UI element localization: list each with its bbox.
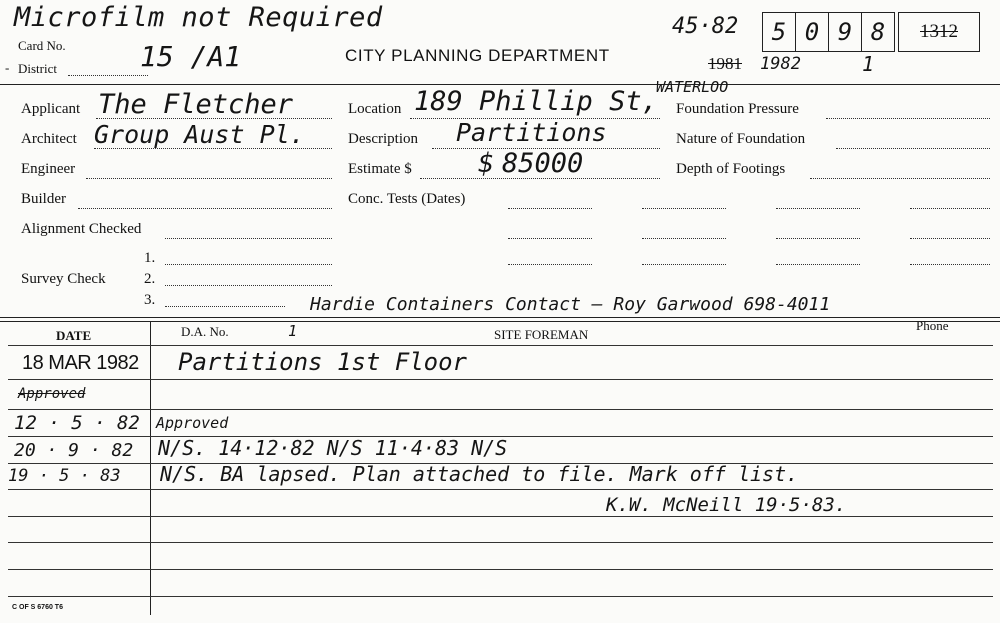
contact-note: Hardie Containers Contact – Roy Garwood 698-4011 bbox=[310, 294, 831, 315]
da-no-header: D.A. No. bbox=[181, 324, 229, 339]
ref-box-5: 1312 bbox=[898, 12, 980, 52]
card-no-value: 15 /A1 bbox=[140, 40, 242, 73]
conc-line-2b bbox=[642, 238, 726, 239]
nature-foundation-label: Nature of Foundation bbox=[676, 131, 806, 147]
district-line bbox=[68, 75, 148, 76]
survey-num-1: 1. bbox=[144, 250, 156, 266]
conc-line-1d bbox=[910, 208, 990, 209]
entry-text: N/S. 14·12·82 N/S 11·4·83 N/S bbox=[158, 436, 508, 460]
engineer-line bbox=[86, 178, 332, 179]
applicant-value: The Fletcher bbox=[98, 89, 294, 120]
conc-tests-label: Conc. Tests (Dates) bbox=[348, 191, 466, 207]
conc-line-3b bbox=[642, 264, 726, 265]
survey-num-2: 2. bbox=[144, 271, 156, 287]
ref-box-2: 0 bbox=[795, 12, 829, 52]
builder-label: Builder bbox=[21, 191, 66, 207]
foundation-pressure-line bbox=[826, 118, 990, 119]
department-title: CITY PLANNING DEPARTMENT bbox=[345, 46, 610, 65]
file-reference: 45·82 bbox=[672, 14, 739, 39]
depth-footings-line bbox=[810, 178, 990, 179]
engineer-label: Engineer bbox=[21, 161, 76, 177]
estimate-dollar: $ bbox=[478, 148, 495, 179]
description-label: Description bbox=[348, 131, 418, 147]
table-row-line bbox=[8, 516, 993, 517]
architect-label: Architect bbox=[21, 131, 77, 147]
table-top-divider bbox=[0, 317, 1000, 318]
top-divider bbox=[0, 84, 1000, 85]
conc-line-1c bbox=[776, 208, 860, 209]
builder-line bbox=[78, 208, 332, 209]
survey-line-3 bbox=[165, 306, 285, 307]
entry-date: Approved bbox=[18, 386, 86, 402]
microfilm-note: Microfilm not Required bbox=[14, 2, 383, 33]
table-row-line bbox=[8, 569, 993, 570]
entry-signature: K.W. McNeill 19·5·83. bbox=[606, 494, 847, 516]
foundation-pressure-label: Foundation Pressure bbox=[676, 101, 799, 117]
depth-footings-label: Depth of Footings bbox=[676, 161, 786, 177]
location-suburb: WATERLOO bbox=[656, 78, 729, 96]
entry-date: 20 · 9 · 82 bbox=[14, 440, 134, 461]
conc-line-3a bbox=[508, 264, 592, 265]
conc-line-2d bbox=[910, 238, 990, 239]
card-sequence: 1 bbox=[862, 52, 875, 76]
survey-line-2 bbox=[165, 285, 332, 286]
phone-header: Phone bbox=[916, 318, 949, 333]
location-label: Location bbox=[348, 101, 402, 117]
table-row-line bbox=[8, 489, 993, 490]
estimate-label: Estimate $ bbox=[348, 161, 412, 177]
survey-label: Survey Check bbox=[21, 271, 106, 287]
conc-line-2a bbox=[508, 238, 592, 239]
conc-line-1a bbox=[508, 208, 592, 209]
conc-line-3c bbox=[776, 264, 860, 265]
conc-line-3d bbox=[910, 264, 990, 265]
applicant-label: Applicant bbox=[21, 101, 81, 117]
card-no-label: Card No. bbox=[18, 38, 66, 53]
conc-line-2c bbox=[776, 238, 860, 239]
entry-date-stamp: 18 MAR 1982 bbox=[22, 352, 139, 374]
form-code: C OF S 6760 T6 bbox=[12, 604, 63, 611]
entry-text: Approved bbox=[156, 414, 229, 432]
entry-text: N/S. BA lapsed. Plan attached to file. Mark off list. bbox=[160, 462, 799, 486]
year-handwritten: 1982 bbox=[760, 54, 801, 74]
entry-date: 19 · 5 · 83 bbox=[8, 466, 121, 486]
district-prefix: - bbox=[5, 60, 10, 75]
alignment-line bbox=[165, 238, 332, 239]
date-column-divider bbox=[150, 321, 151, 615]
estimate-value: 85000 bbox=[502, 148, 584, 179]
year-printed: 1981 bbox=[708, 54, 742, 73]
nature-foundation-line bbox=[836, 148, 990, 149]
survey-num-3: 3. bbox=[144, 292, 156, 308]
table-row-line bbox=[8, 345, 993, 346]
ref-box-3: 9 bbox=[828, 12, 862, 52]
description-value: Partitions bbox=[456, 118, 607, 147]
da-no-value: 1 bbox=[288, 322, 298, 340]
date-header: DATE bbox=[56, 328, 92, 343]
table-row-line bbox=[8, 542, 993, 543]
alignment-label: Alignment Checked bbox=[21, 221, 142, 237]
ref-box-1: 5 bbox=[762, 12, 796, 52]
survey-line-1 bbox=[165, 264, 332, 265]
ref-box-4: 8 bbox=[861, 12, 895, 52]
conc-line-1b bbox=[642, 208, 726, 209]
entry-text: Partitions 1st Floor bbox=[178, 348, 467, 376]
district-label: District bbox=[18, 61, 57, 76]
table-row-line bbox=[8, 379, 993, 380]
table-row-line bbox=[8, 596, 993, 597]
table-row-line bbox=[8, 409, 993, 410]
site-foreman-header: SITE FOREMAN bbox=[494, 327, 589, 342]
entry-date: 12 · 5 · 82 bbox=[14, 412, 140, 434]
location-value: 189 Phillip St, bbox=[414, 86, 658, 117]
architect-value: Group Aust Pl. bbox=[94, 120, 305, 149]
